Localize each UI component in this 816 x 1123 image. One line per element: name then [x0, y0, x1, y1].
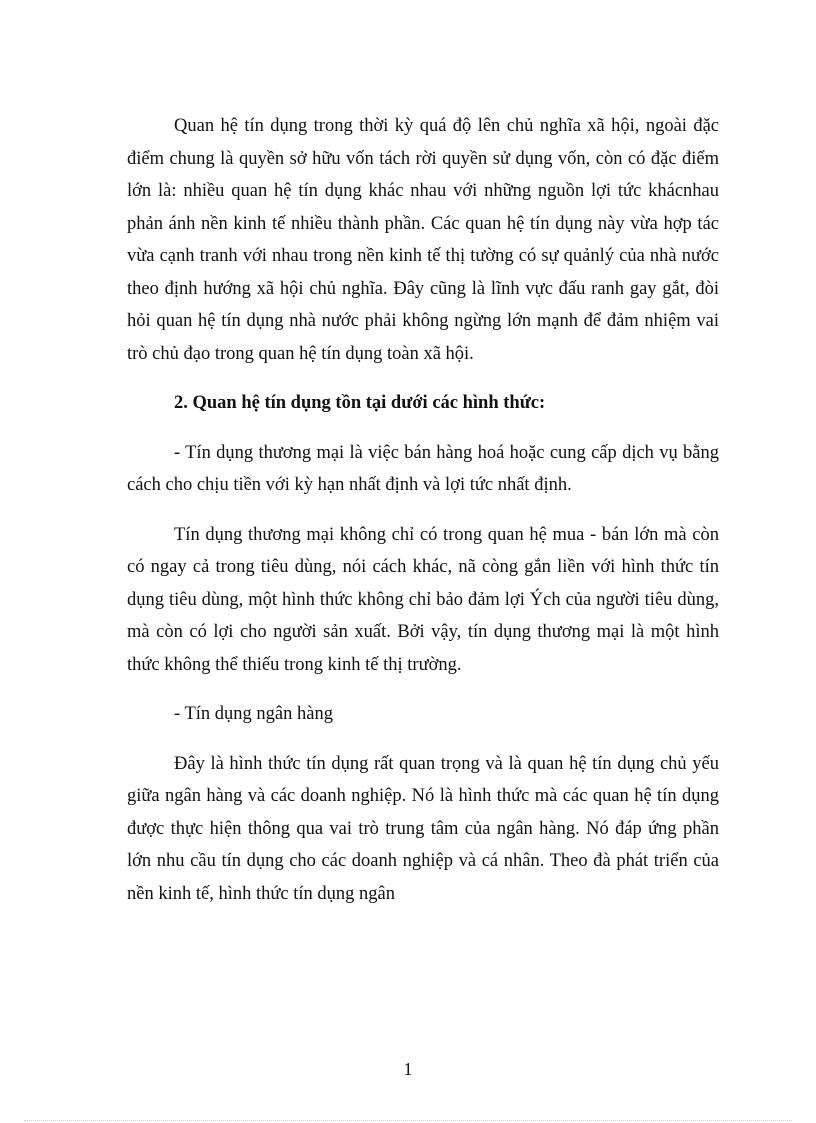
- document-body: [127, 110, 719, 910]
- page-bottom-border: [24, 1120, 792, 1121]
- paragraph-commercial-credit-definition: - Tín dụng thương mại là việc bán hàng hoá hoặc cung cấp dịch vụ bằng cách cho chịu tiền với kỳ hạn nhất định và lợi tức nhất định.: [127, 442, 719, 495]
- page-number: 1: [403, 1059, 413, 1079]
- section-heading-credit-forms: 2. Quan hệ tín dụng tồn tại dưới các hình thức:: [174, 393, 546, 413]
- paragraph-commercial-credit-details: Tín dụng thương mại không chỉ có trong quan hệ mua - bán lớn mà còn có ngay cả trong tiêu dùng, nói cách khác, nã còng gắn liền với hình thức tín dụng tiêu dùng, một hình thức không chỉ bảo đảm lợi Ých của người tiêu dùng, mà còn có lợi cho người sản xuất. Bởi vậy, tín dụng thương mại là một hình thức không thể thiếu trong kinh tế thị trường.: [127, 524, 719, 675]
- paragraph-credit-relations-transition: Quan hệ tín dụng trong thời kỳ quá độ lên chủ nghĩa xã hội, ngoài đặc điểm chung là quyền sở hữu vốn tách rời quyền sử dụng vốn, còn có đặc điểm lớn là: nhiều quan hệ tín dụng khác nhau với những nguồn lợi tức khácnhau phản ánh nền kinh tế nhiều thành phần. Các quan hệ tín dụng này vừa hợp tác vừa cạnh tranh với nhau trong nền kinh tế thị tường có sự quảnlý của nhà nước theo định hướng xã hội chủ nghĩa. Đây cũng là lĩnh vực đấu ranh gay gắt, đòi hỏi quan hệ tín dụng nhà nước phải không ngừng lớn mạnh để đảm nhiệm vai trò chủ đạo trong quan hệ tín dụng toàn xã hội.: [127, 116, 719, 364]
- subheading-bank-credit: - Tín dụng ngân hàng: [174, 704, 333, 724]
- paragraph-bank-credit-details: Đây là hình thức tín dụng rất quan trọng và là quan hệ tín dụng chủ yếu giữa ngân hàng và các doanh nghiệp. Nó là hình thức mà các quan hệ tín dụng được thực hiện thông qua vai trò trung tâm của ngân hàng. Nó đáp ứng phần lớn nhu cầu tín dụng cho các doanh nghiệp và cá nhân. Theo đà phát triển của nền kinh tế, hình thức tín dụng ngân: [127, 753, 719, 904]
